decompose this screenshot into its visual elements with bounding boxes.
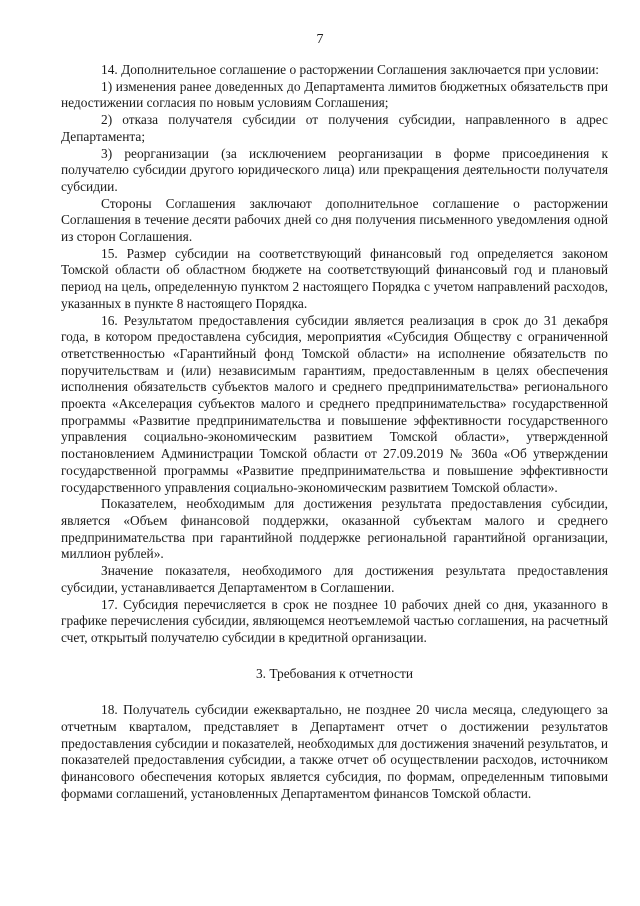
page-number: 7 [316,32,324,47]
paragraph-18: 18. Получатель субсидии ежеквартально, не позднее 20 числа месяца, следующего за отчетным кварталом, представляет в Департамент отчет о достижении результатов предоставления субсидии и показателей, необходимых для достижения значений результатов, и показателей предоставления субсидии, а также отчет об осуществлении расходов, источником финансового обеспечения которых является субсидия, по формам, определенным типовыми формами соглашений, установленных Департаментом финансов Томской области. [61,702,608,801]
section-title: 3. Требования к отчетности [255,665,414,681]
paragraph-15: 15. Размер субсидии на соответствующий финансовый год определяется законом Томской области об областном бюджете на соответствующий финансовый год и плановый период на цель, определенную пунктом 2 настоящего Порядка с учетом направлений расходов, указанных в пункте 8 настоящего Порядка. [61,245,608,311]
paragraph-14-parties: Стороны Соглашения заключают дополнительное соглашение о расторжении Соглашения в течение десяти рабочих дней со дня получения письменного уведомления одной из сторон Соглашения. [61,195,608,245]
document-body [61,62,608,803]
paragraph-14-item-3: 3) реорганизации (за исключением реорганизации в форме присоединения к получателю субсидии другого юридического лица) или прекращения деятельности получателя субсидии. [61,145,608,194]
paragraph-14-item-1: 1) изменения ранее доведенных до Департамента лимитов бюджетных обязательств при недостижении согласия по новым условиям Соглашения; [61,78,608,111]
paragraph-16: 16. Результатом предоставления субсидии является реализация в срок до 31 декабря года, в котором предоставлена субсидия, мероприятия «Субсидия Обществу с ограниченной ответственностью «Гарантийный фонд Томской области» на исполнение обязательств по поручительствам и (или) независимым гарантиям, предоставленным в целях обеспечения исполнения обязательств субъектов малого и среднего предпринимательства» регионального проекта «Акселерация субъектов малого и среднего предпринимательства» государственной программы «Развитие предпринимательства и повышение эффективности государственного управления социально-экономическим развитием Томской области», утвержденной постановлением Администрации Томской области от 27.09.2019 № 360а «Об утверждении государственной программы «Развитие предпринимательства и повышение эффективности государственного управления социально-экономическим развитием Томской области». [61,312,608,495]
paragraph-14-intro: 14. Дополнительное соглашение о расторжении Соглашения заключается при условии: [101,62,599,77]
paragraph-17: 17. Субсидия перечисляется в срок не позднее 10 рабочих дней со дня, указанного в графике перечисления субсидии, являющемся неотъемлемой частью соглашения, на расчетный счет, открытый получателю субсидии в кредитной организации. [61,596,608,645]
paragraph-14-item-2: 2) отказа получателя субсидии от получения субсидии, направленного в адрес Департамента; [61,112,608,144]
paragraph-16-indicator: Показателем, необходимым для достижения результата предоставления субсидии, является «Объем финансовой поддержки, оказанной субъектам малого и среднего предпринимательства при гарантийной поддержке региональной гарантийной организации, миллион рублей». [61,496,608,562]
paragraph-16-indicator-value: Значение показателя, необходимого для достижения результата предоставления субсидии, устанавливается Департаментом в Соглашении. [61,563,608,595]
